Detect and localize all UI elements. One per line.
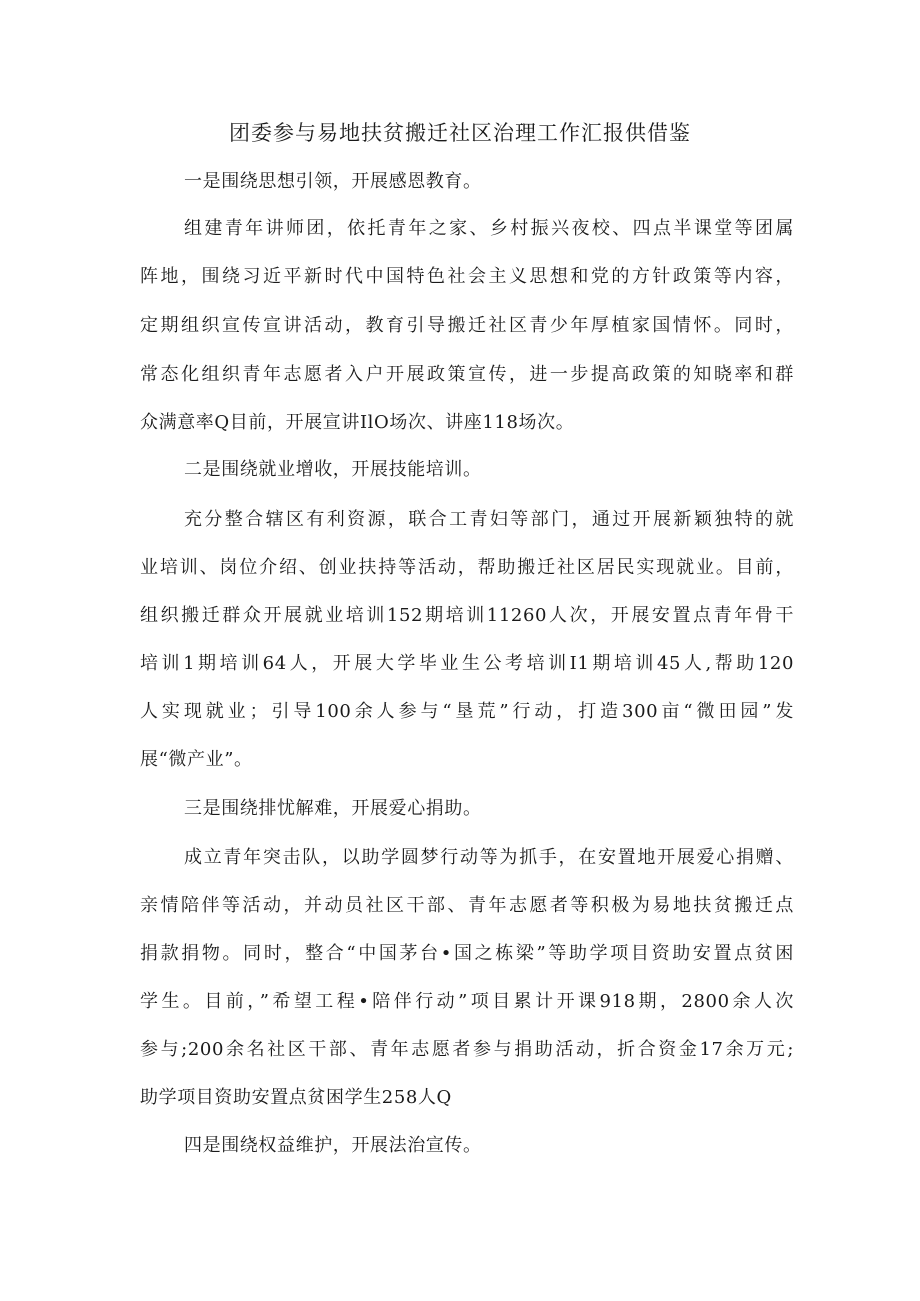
paragraph-3-line-2: 亲情陪伴等活动，并动员社区干部、青年志愿者等积极为易地扶贫搬迁点 [140,895,794,916]
paragraph-2-line-3: 组织搬迁群众开展就业培训152期培训11260人次，开展安置点青年骨干 [140,605,794,626]
paragraph-1-line-3: 定期组织宣传宣讲活动，教育引导搬迁社区青少年厚植家国情怀。同时， [140,315,794,336]
section-heading-2: 二是围绕就业增收，开展技能培训。 [184,459,482,480]
section-heading-1: 一是围绕思想引领，开展感恩教育。 [184,171,482,192]
paragraph-1-line-4: 常态化组织青年志愿者入户开展政策宣传，进一步提高政策的知晓率和群 [140,364,794,385]
paragraph-1-line-2: 阵地，围绕习近平新时代中国特色社会主义思想和党的方针政策等内容， [140,266,794,287]
section-heading-3: 三是围绕排忧解难，开展爱心捐助。 [184,798,482,819]
paragraph-2-line-2: 业培训、岗位介绍、创业扶持等活动，帮助搬迁社区居民实现就业。目前， [140,557,794,578]
paragraph-3-line-5: 参与;200余名社区干部、青年志愿者参与捐助活动，折合资金17余万元; [140,1039,794,1060]
paragraph-3-line-3: 捐款捐物。同时，整合“中国茅台•国之栋梁”等助学项目资助安置点贫困 [140,943,794,964]
paragraph-2-line-1: 充分整合辖区有利资源，联合工青妇等部门，通过开展新颖独特的就 [184,509,794,530]
paragraph-2-line-6: 展“微产业”。 [140,749,253,770]
paragraph-2-line-5: 人实现就业；引导100余人参与“垦荒”行动，打造300亩“微田园”发 [140,701,794,722]
paragraph-3-line-6: 助学项目资助安置点贫困学生258人Q [140,1087,452,1108]
paragraph-3-line-4: 学生。目前，”希望工程•陪伴行动”项目累计开课918期，2800余人次 [140,991,794,1012]
paragraph-3-line-1: 成立青年突击队，以助学圆梦行动等为抓手，在安置地开展爱心捐赠、 [184,847,794,868]
paragraph-2-line-4: 培训1期培训64人，开展大学毕业生公考培训I1期培训45人,帮助120 [140,653,794,674]
section-heading-4: 四是围绕权益维护，开展法治宣传。 [184,1135,482,1156]
paragraph-1-line-5: 众满意率Q目前，开展宣讲IlO场次、讲座118场次。 [140,412,575,433]
document-title: 团委参与易地扶贫搬迁社区治理工作汇报供借鉴 [229,121,691,145]
paragraph-1-line-1: 组建青年讲师团，依托青年之家、乡村振兴夜校、四点半课堂等团属 [184,218,794,239]
